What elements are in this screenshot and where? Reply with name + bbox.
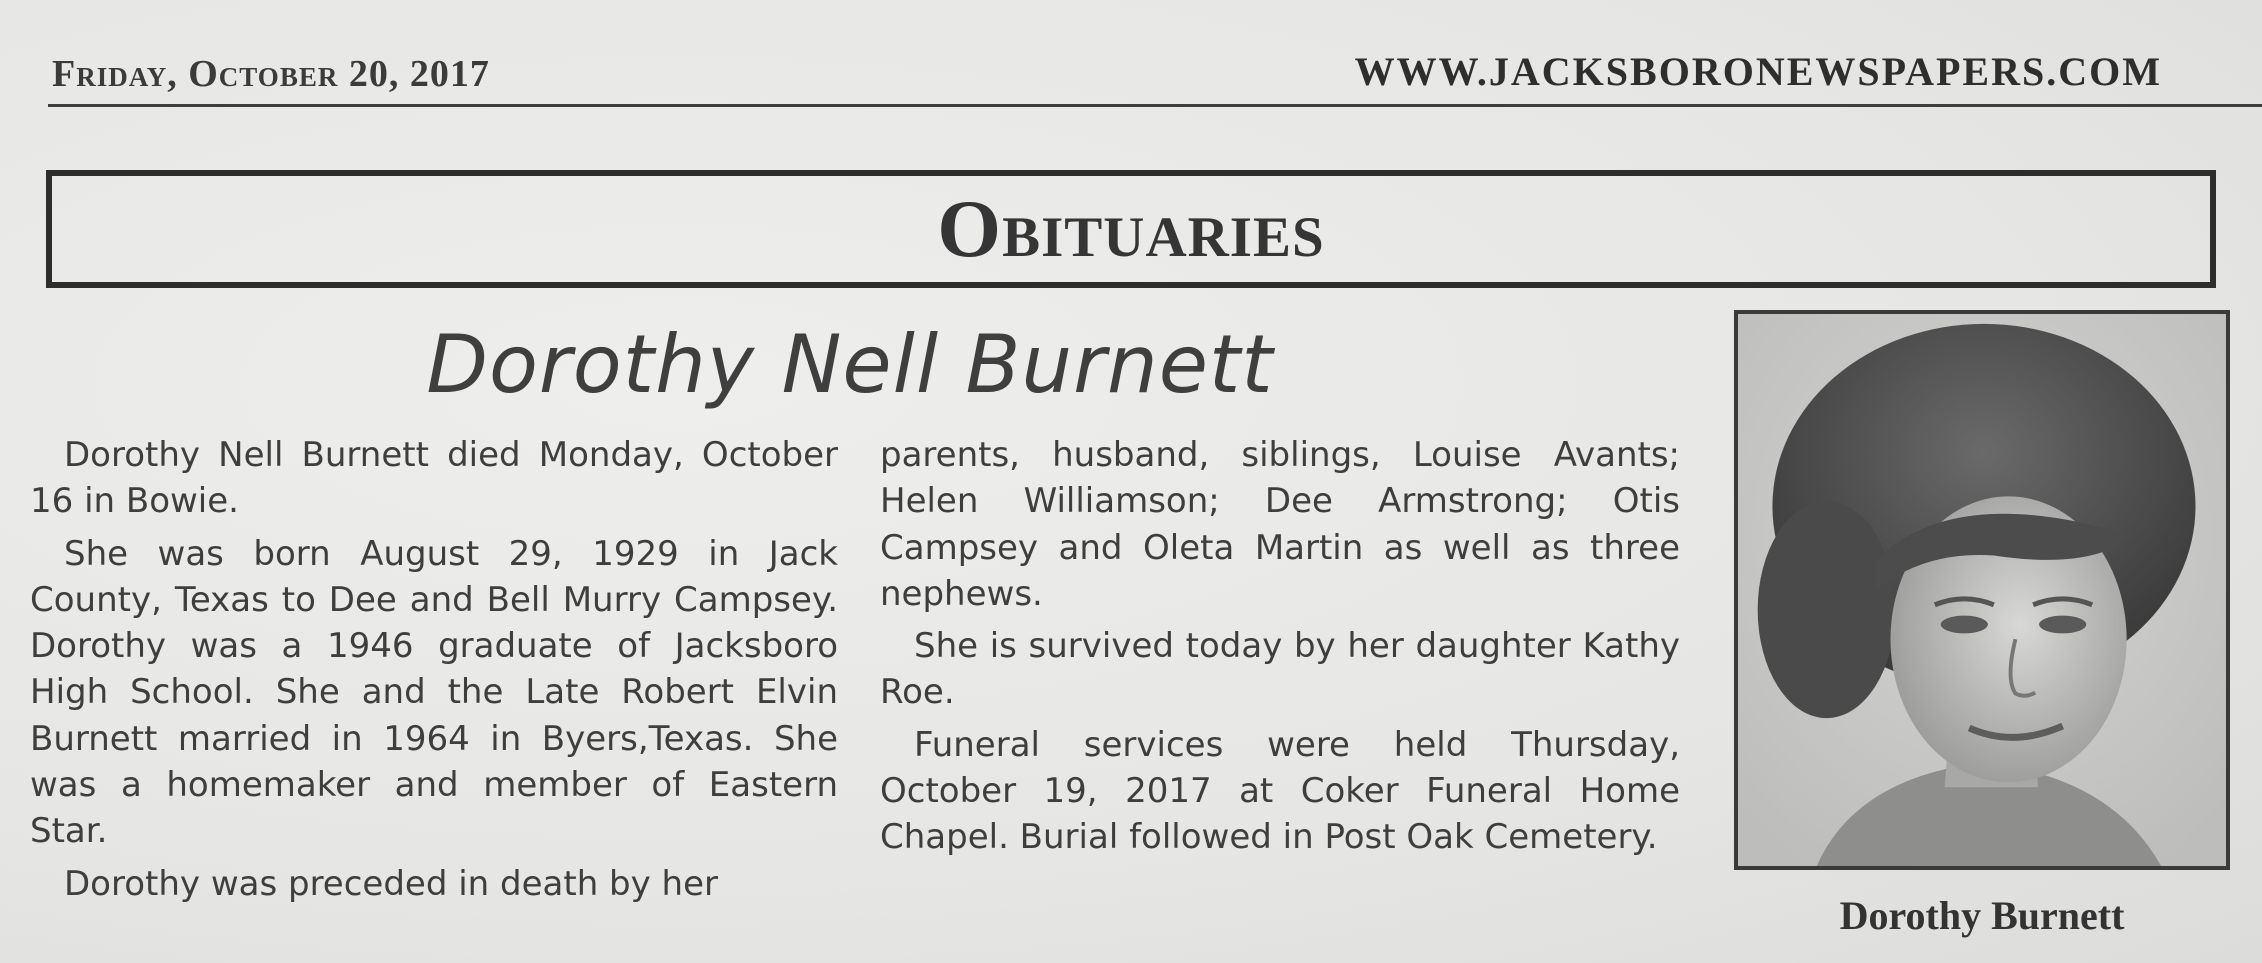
portrait-photo xyxy=(1734,310,2230,870)
paragraph: She is survived today by her daughter Kathy Roe. xyxy=(880,626,1680,713)
paragraph: Funeral services were held Thursday, October 19, 2017 at Coker Funeral Home Chapel. Burial followed in Post Oak Cemetery. xyxy=(880,724,1680,858)
issue-date: Friday, October 20, 2017 xyxy=(52,53,490,95)
article-column-1 xyxy=(30,432,838,913)
paragraph: She was born August 29, 1929 in Jack County, Texas to Dee and Bell Murry Campsey. Dorothy was a 1946 graduate of Jacksboro High School. She and the Late Robert Elvin Burnett married in 1964 in Byers,Texas. She was a homemaker and member of Eastern Star. xyxy=(30,533,838,852)
section-title: Obituaries xyxy=(937,183,1325,274)
newspaper-url: WWW.JACKSBORONEWSPAPERS.COM xyxy=(1354,49,2162,94)
paragraph: Dorothy Nell Burnett died Monday, October 16 in Bowie. xyxy=(30,435,838,522)
header-rule xyxy=(48,104,2262,107)
section-banner xyxy=(46,170,2216,288)
portrait-illustration xyxy=(1738,314,2226,866)
photo-caption: Dorothy Burnett xyxy=(1839,893,2125,938)
article-column-2 xyxy=(880,432,1680,867)
paragraph: Dorothy was preceded in death by her xyxy=(64,863,719,904)
obituary-headline: Dorothy Nell Burnett xyxy=(426,318,1274,411)
paragraph: parents, husband, siblings, Louise Avants; Helen Williamson; Dee Armstrong; Otis Campsey and Oleta Martin as well as three nephews. xyxy=(880,435,1680,614)
